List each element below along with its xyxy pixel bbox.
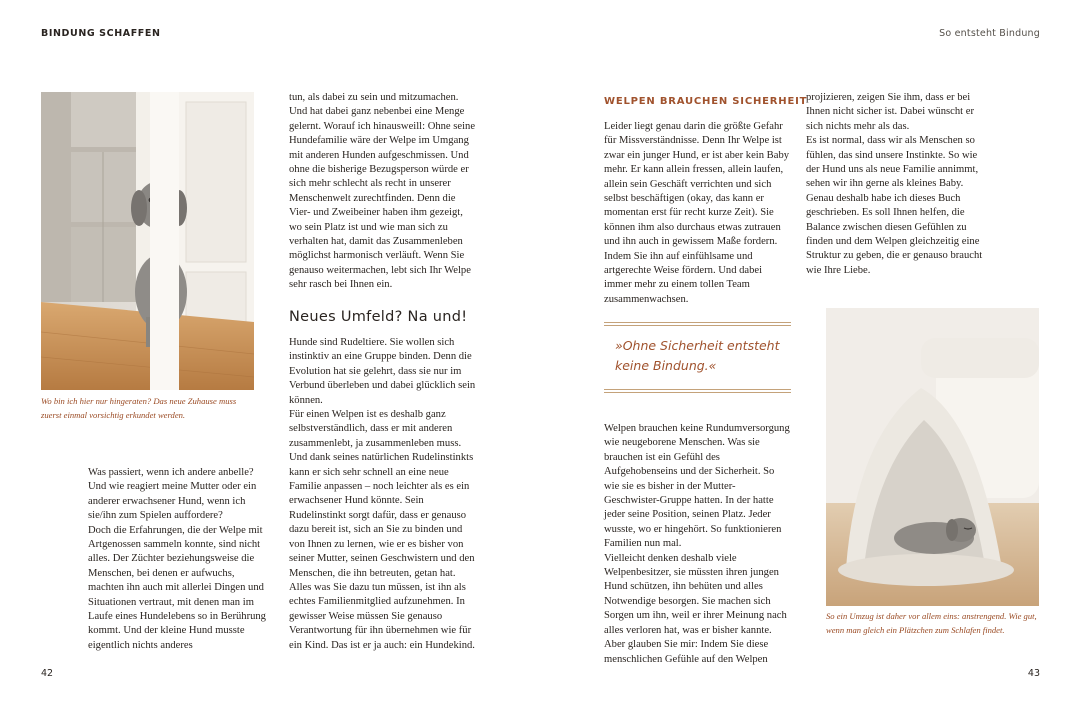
body-text-left-col2-bottom: Hunde sind Rudeltiere. Sie wollen sich instinktiv an eine Gruppe binden. Denn die Evolution hat sie gelehrt, dass sie nur im Verbund überleben und dabei glücklich sein können. Für einen Welpen ist es deshalb ganz selbstverständlich, dass er mit anderen zusammenlebt, ja zusammenleben muss. Und dank seines natürlichen Rudelinstinkts kann er sich sehr schnell an eine neue Familie anpassen – noch leichter als es ein erwachsener Hund könnte. Sein Rudelinstinkt sorgt dafür, dass er genauso dazu bereit ist, sich an Sie zu binden und von Ihnen zu lernen, wie er es bisher von seiner Mutter, seinen Geschwistern und den Menschen, die ihn betreuten, getan hat. Alles was Sie dazu tun müssen, ist ihn als echtes Familienmitglied aufzunehmen. In gewisser Weise müssen Sie genauso Verantwortung für ihn übernehmen wie für ein Kind. Das ist er ja auch: ein Hundekind.	[289, 337, 476, 651]
puppy-in-doorway-icon	[41, 92, 254, 390]
section-heading: Neues Umfeld? Na und!	[289, 309, 468, 325]
puppy-in-doorway-photo	[41, 92, 254, 390]
quote-rule-top	[604, 322, 791, 326]
photo-caption-left: Wo bin ich hier nur hingeraten? Das neue Zuhause muss zuerst einmal vorsichtig erkundet werden.	[41, 396, 237, 420]
body-text-left-col1: Was passiert, wenn ich andere anbelle? Und wie reagiert meine Mutter oder ein anderer erwachsener Hund, wenn ich sie/ihn zum Spielen auffordere? Doch die Erfahrungen, die der Welpe mit Artgenossen sammeln konnte, sind nicht alles. Der Züchter beziehungsweise die Menschen, bei denen er aufwuchs, machten ihn auch mit allerlei Dingen und Situationen vertraut, mit denen man im Laufe eines Hundelebens so in Berührung kommt. Und der kleine Hund musste eigentlich nichts anderes	[88, 467, 266, 651]
page-number-right: 43	[1027, 668, 1040, 679]
section-subheading: WELPEN BRAUCHEN SICHERHEIT	[604, 96, 808, 107]
body-text-right-col2: projizieren, zeigen Sie ihm, dass er bei Ihnen nicht sicher ist. Dabei wünscht er sich nichts mehr als das. Es ist normal, dass wir als Menschen so fühlen, das sind unsere Instinkte. So wie der Hund uns als neue Familie annimmt, sehen wir ihn gerne als kleines Baby. Genau deshalb habe ich dieses Buch geschrieben. Es soll Ihnen helfen, die Balance zwischen diesen Gefühlen zu finden und dem Welpen gleichzeitig eine Struktur zu geben, die er genauso braucht wie Ihre Liebe.	[806, 92, 983, 276]
puppy-sleeping-photo	[826, 308, 1039, 606]
body-text-left-col2-top: tun, als dabei zu sein und mitzumachen. Und hat dabei ganz nebenbei eine Menge gelernt. Worauf ich hinausweill: Ohne seine Hundefamilie wäre der Welpe im Umgang mit anderen Hunden aufgeschmissen. Und ohne die bisherige Bezugsperson würde er sich mehr schlecht als recht in unserer Menschenwelt zurechtfinden. Denn die Vier- und Zweibeiner haben ihm gezeigt, wo sein Platz ist und wie man sich zu verhalten hat, damit das Zusammenleben möglichst harmonisch verläuft. Wenn Sie genauso weitermachen, lebt sich Ihr Welpe sehr rasch bei Ihnen ein.	[289, 92, 476, 291]
pull-quote: »Ohne Sicherheit entsteht keine Bindung.«	[615, 338, 780, 373]
page-number-left: 42	[41, 668, 54, 679]
photo-caption-right: So ein Umzug ist daher vor allem eins: anstrengend. Wie gut, wenn man gleich ein Plätzchen zum Schlafen findet.	[826, 611, 1037, 635]
body-text-right-col1-bottom: Welpen brauchen keine Rundumversorgung wie neugeborene Menschen. Was sie brauchen ist ein Gefühl des Aufgehobenseins und der Sicherheit. So wie sie es bisher in der Mutter-Geschwister-Gruppe hatten. In der hatte jeder seine Position, seinen Platz. Jeder wusste, wo er hingehört. So funktionieren Familien nun mal. Vielleicht denken deshalb viele Welpenbesitzer, sie müssten ihren jungen Hund schützen, ihn behüten und alles Notwendige besorgen. Sie machen sich Sorgen um ihn, weil er ihrer Meinung nach alles verloren hat, was er bisher kannte. Aber glauben Sie mir: Indem Sie diese menschlichen Gefühle auf den Welpen	[604, 423, 790, 665]
running-head-right: So entsteht Bindung	[939, 28, 1040, 39]
puppy-sleeping-in-bed-icon	[826, 308, 1039, 606]
body-text-right-col1-top: Leider liegt genau darin die größte Gefahr für Missverständnisse. Denn Ihr Welpe ist zwar ein junger Hund, er ist aber kein Baby mehr. Er kann allein fressen, allein laufen, allein sein Geschäft verrichten und sich selbst beschäftigen (okay, das kann er momentan erst für recht kurze Zeit). Sie können ihm also durchaus etwas zutrauen und ihn auch in gewissem Maße fordern. Indem Sie ihn auf einfühlsame und artgerechte Weise fördern. Und dabei immer mehr zu einem tollen Team zusammenwachsen.	[604, 121, 790, 305]
running-head-left: BINDUNG SCHAFFEN	[41, 28, 161, 39]
quote-rule-bottom	[604, 389, 791, 393]
